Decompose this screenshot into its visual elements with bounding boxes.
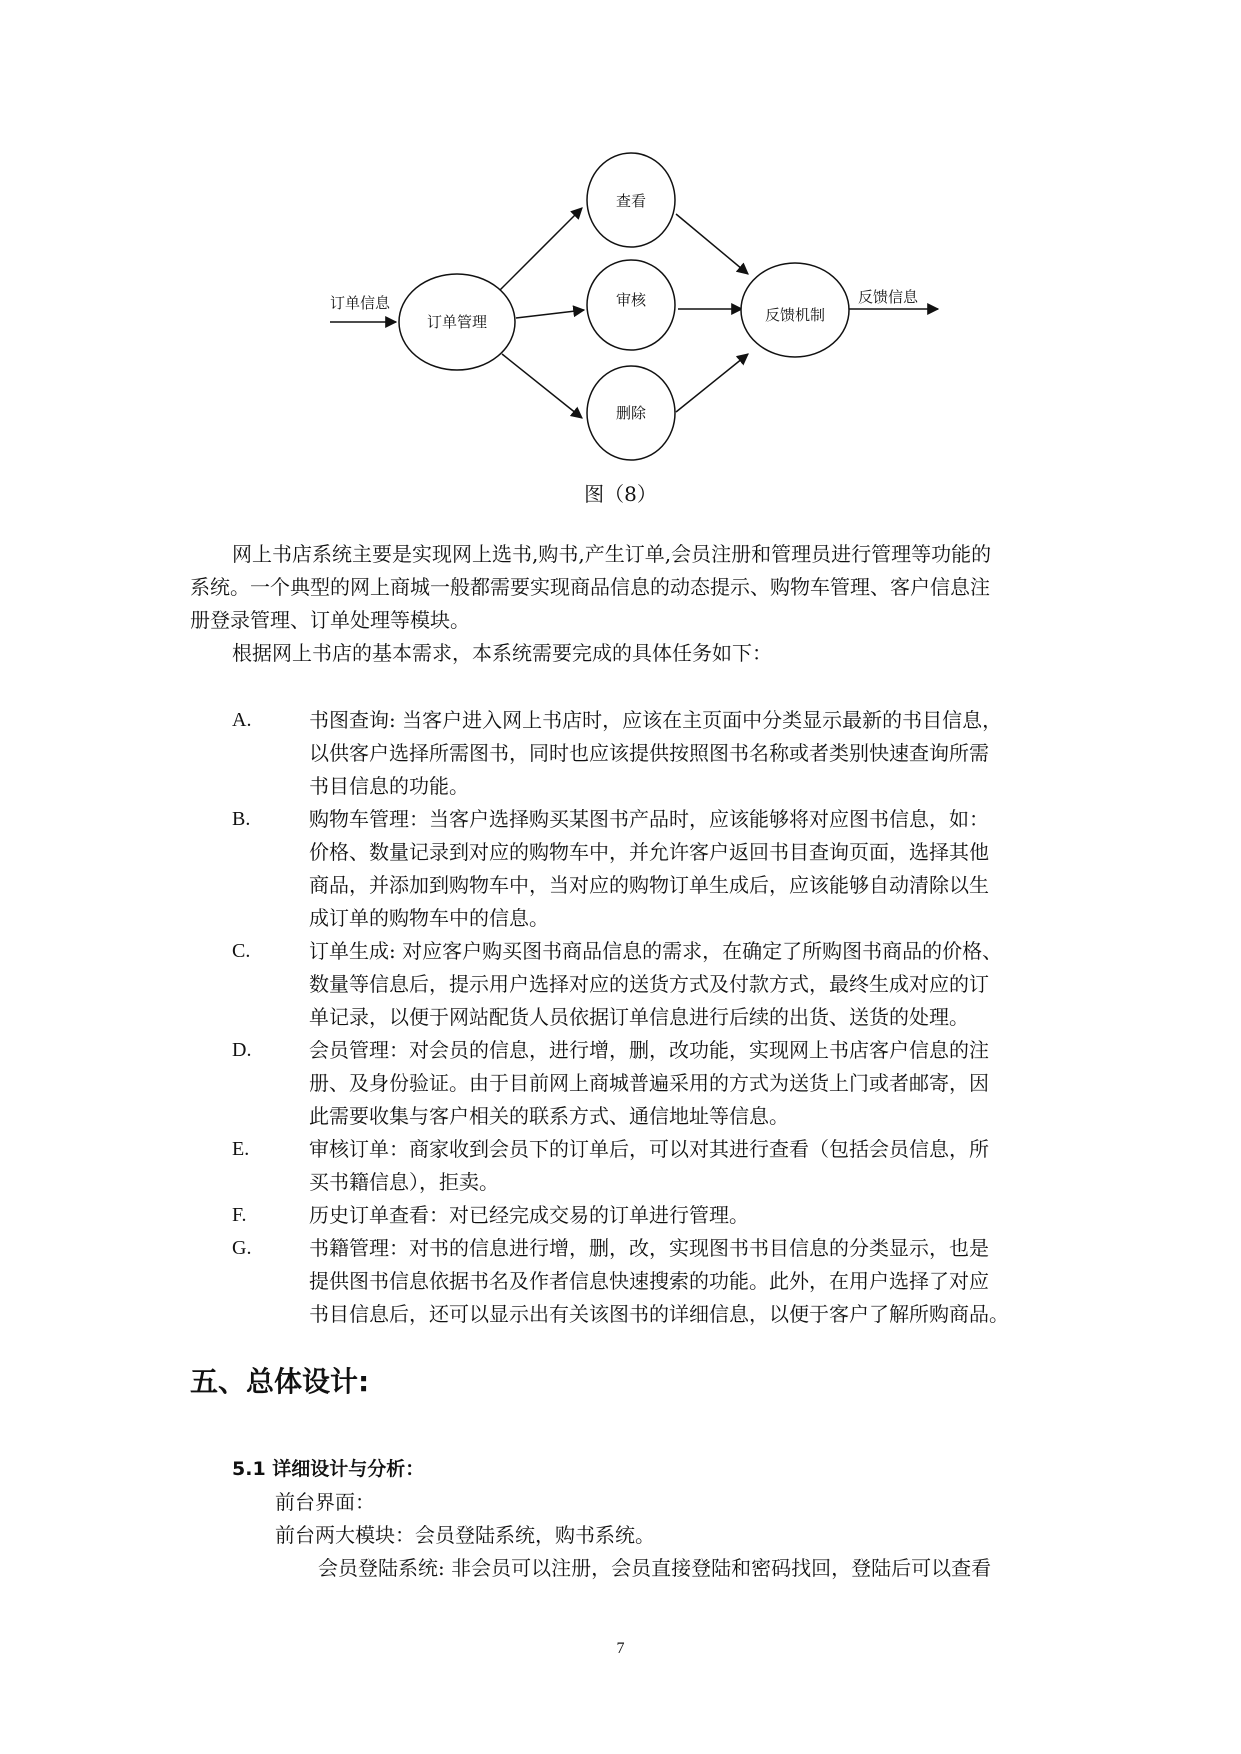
- list-text-line: 订单生成: 对应客户购买图书商品信息的需求，在确定了所购图书商品的价格、: [309, 939, 1003, 963]
- list-text-line: 以供客户选择所需图书，同时也应该提供按照图书名称或者类别快速查询所需: [309, 741, 989, 765]
- intro-line-2: 系统。一个典型的网上商城一般都需要实现商品信息的动态提示、购物车管理、客户信息注: [190, 575, 990, 599]
- list-text-line: 成订单的购物车中的信息。: [309, 906, 549, 930]
- input-label: 订单信息: [330, 294, 391, 312]
- list-marker: G.: [232, 1237, 252, 1259]
- list-marker: C.: [232, 940, 251, 962]
- list-item: [232, 1199, 1062, 1232]
- node-delete-label: 删除: [615, 404, 647, 422]
- list-marker: A.: [232, 709, 252, 731]
- node-view-label: 查看: [615, 192, 647, 210]
- node-feedback-label: 反馈机制: [764, 306, 826, 324]
- list-text-line: 书目信息后，还可以显示出有关该图书的详细信息，以便于客户了解所购商品。: [309, 1302, 1009, 1326]
- node-review-label: 审核: [615, 291, 647, 309]
- list-text-line: 册、及身份验证。由于目前网上商城普遍采用的方式为送货上门或者邮寄，因: [309, 1071, 989, 1095]
- figure-caption: 图（8）: [584, 482, 657, 506]
- list-item: [232, 935, 1062, 1034]
- list-text-line: 数量等信息后，提示用户选择对应的送货方式及付款方式，最终生成对应的订: [309, 972, 989, 996]
- edge-order-view: [500, 208, 582, 290]
- list-text-line: 提供图书信息依据书名及作者信息快速搜索的功能。此外，在用户选择了对应: [309, 1269, 989, 1293]
- list-item: [232, 1034, 1062, 1133]
- list-item: [232, 704, 1062, 803]
- list-text-line: 书籍管理：对书的信息进行增，删，改，实现图书书目信息的分类显示，也是: [309, 1236, 989, 1260]
- edge-delete-feedback: [676, 354, 748, 412]
- list-text-line: 历史订单查看：对已经完成交易的订单进行管理。: [309, 1203, 749, 1227]
- list-text-line: 会员管理：对会员的信息，进行增，删，改功能，实现网上书店客户信息的注: [309, 1038, 989, 1062]
- detail-line-1: 前台界面：: [275, 1490, 375, 1514]
- list-marker: B.: [232, 808, 251, 830]
- list-text-line: 商品，并添加到购物车中，当对应的购物订单生成后，应该能够自动清除以生: [309, 873, 989, 897]
- subsection-heading: 5.1 详细设计与分析：: [232, 1458, 425, 1480]
- list-marker: F.: [232, 1204, 247, 1226]
- edge-order-delete: [502, 354, 582, 418]
- list-text: [309, 704, 1062, 803]
- list-text: [309, 1034, 1062, 1133]
- list-item: [232, 1232, 1062, 1331]
- list-text: [309, 803, 1062, 935]
- section-heading: 五、总体设计:: [190, 1365, 370, 1398]
- list-text-line: 审核订单：商家收到会员下的订单后，可以对其进行查看（包括会员信息，所: [309, 1137, 989, 1161]
- list-text-line: 单记录，以便于网站配货人员依据订单信息进行后续的出货、送货的处理。: [309, 1005, 969, 1029]
- edge-view-feedback: [676, 214, 748, 274]
- intro-line-1: 网上书店系统主要是实现网上选书,购书,产生订单,会员注册和管理员进行管理等功能的: [232, 542, 992, 566]
- list-text-line: 书图查询: 当客户进入网上书店时，应该在主页面中分类显示最新的书目信息，: [309, 708, 1003, 732]
- list-text: [309, 935, 1062, 1034]
- list-text-line: 买书籍信息），拒卖。: [309, 1170, 499, 1194]
- order-flow-diagram: [320, 150, 960, 470]
- list-text: [309, 1199, 1062, 1232]
- edge-order-review: [516, 310, 584, 318]
- intro-task-lead: 根据网上书店的基本需求，本系统需要完成的具体任务如下：: [232, 641, 772, 665]
- list-item: [232, 803, 1062, 935]
- task-list: [232, 704, 1062, 1331]
- list-text: [309, 1133, 1062, 1199]
- list-text: [309, 1232, 1062, 1331]
- list-item: [232, 1133, 1062, 1199]
- intro-line-3: 册登录管理、订单处理等模块。: [190, 608, 470, 632]
- page-number: 7: [616, 1640, 625, 1657]
- list-text-line: 书目信息的功能。: [309, 774, 469, 798]
- output-label: 反馈信息: [858, 288, 919, 306]
- detail-line-3: 会员登陆系统: 非会员可以注册，会员直接登陆和密码找回，登陆后可以查看: [318, 1556, 992, 1580]
- list-marker: D.: [232, 1039, 252, 1061]
- detail-line-2: 前台两大模块：会员登陆系统，购书系统。: [275, 1523, 655, 1547]
- list-marker: E.: [232, 1138, 250, 1160]
- list-text-line: 此需要收集与客户相关的联系方式、通信地址等信息。: [309, 1104, 789, 1128]
- node-order-mgmt-label: 订单管理: [426, 313, 488, 331]
- list-text-line: 价格、数量记录到对应的购物车中，并允许客户返回书目查询页面，选择其他: [309, 840, 989, 864]
- list-text-line: 购物车管理：当客户选择购买某图书产品时，应该能够将对应图书信息，如：: [309, 807, 989, 831]
